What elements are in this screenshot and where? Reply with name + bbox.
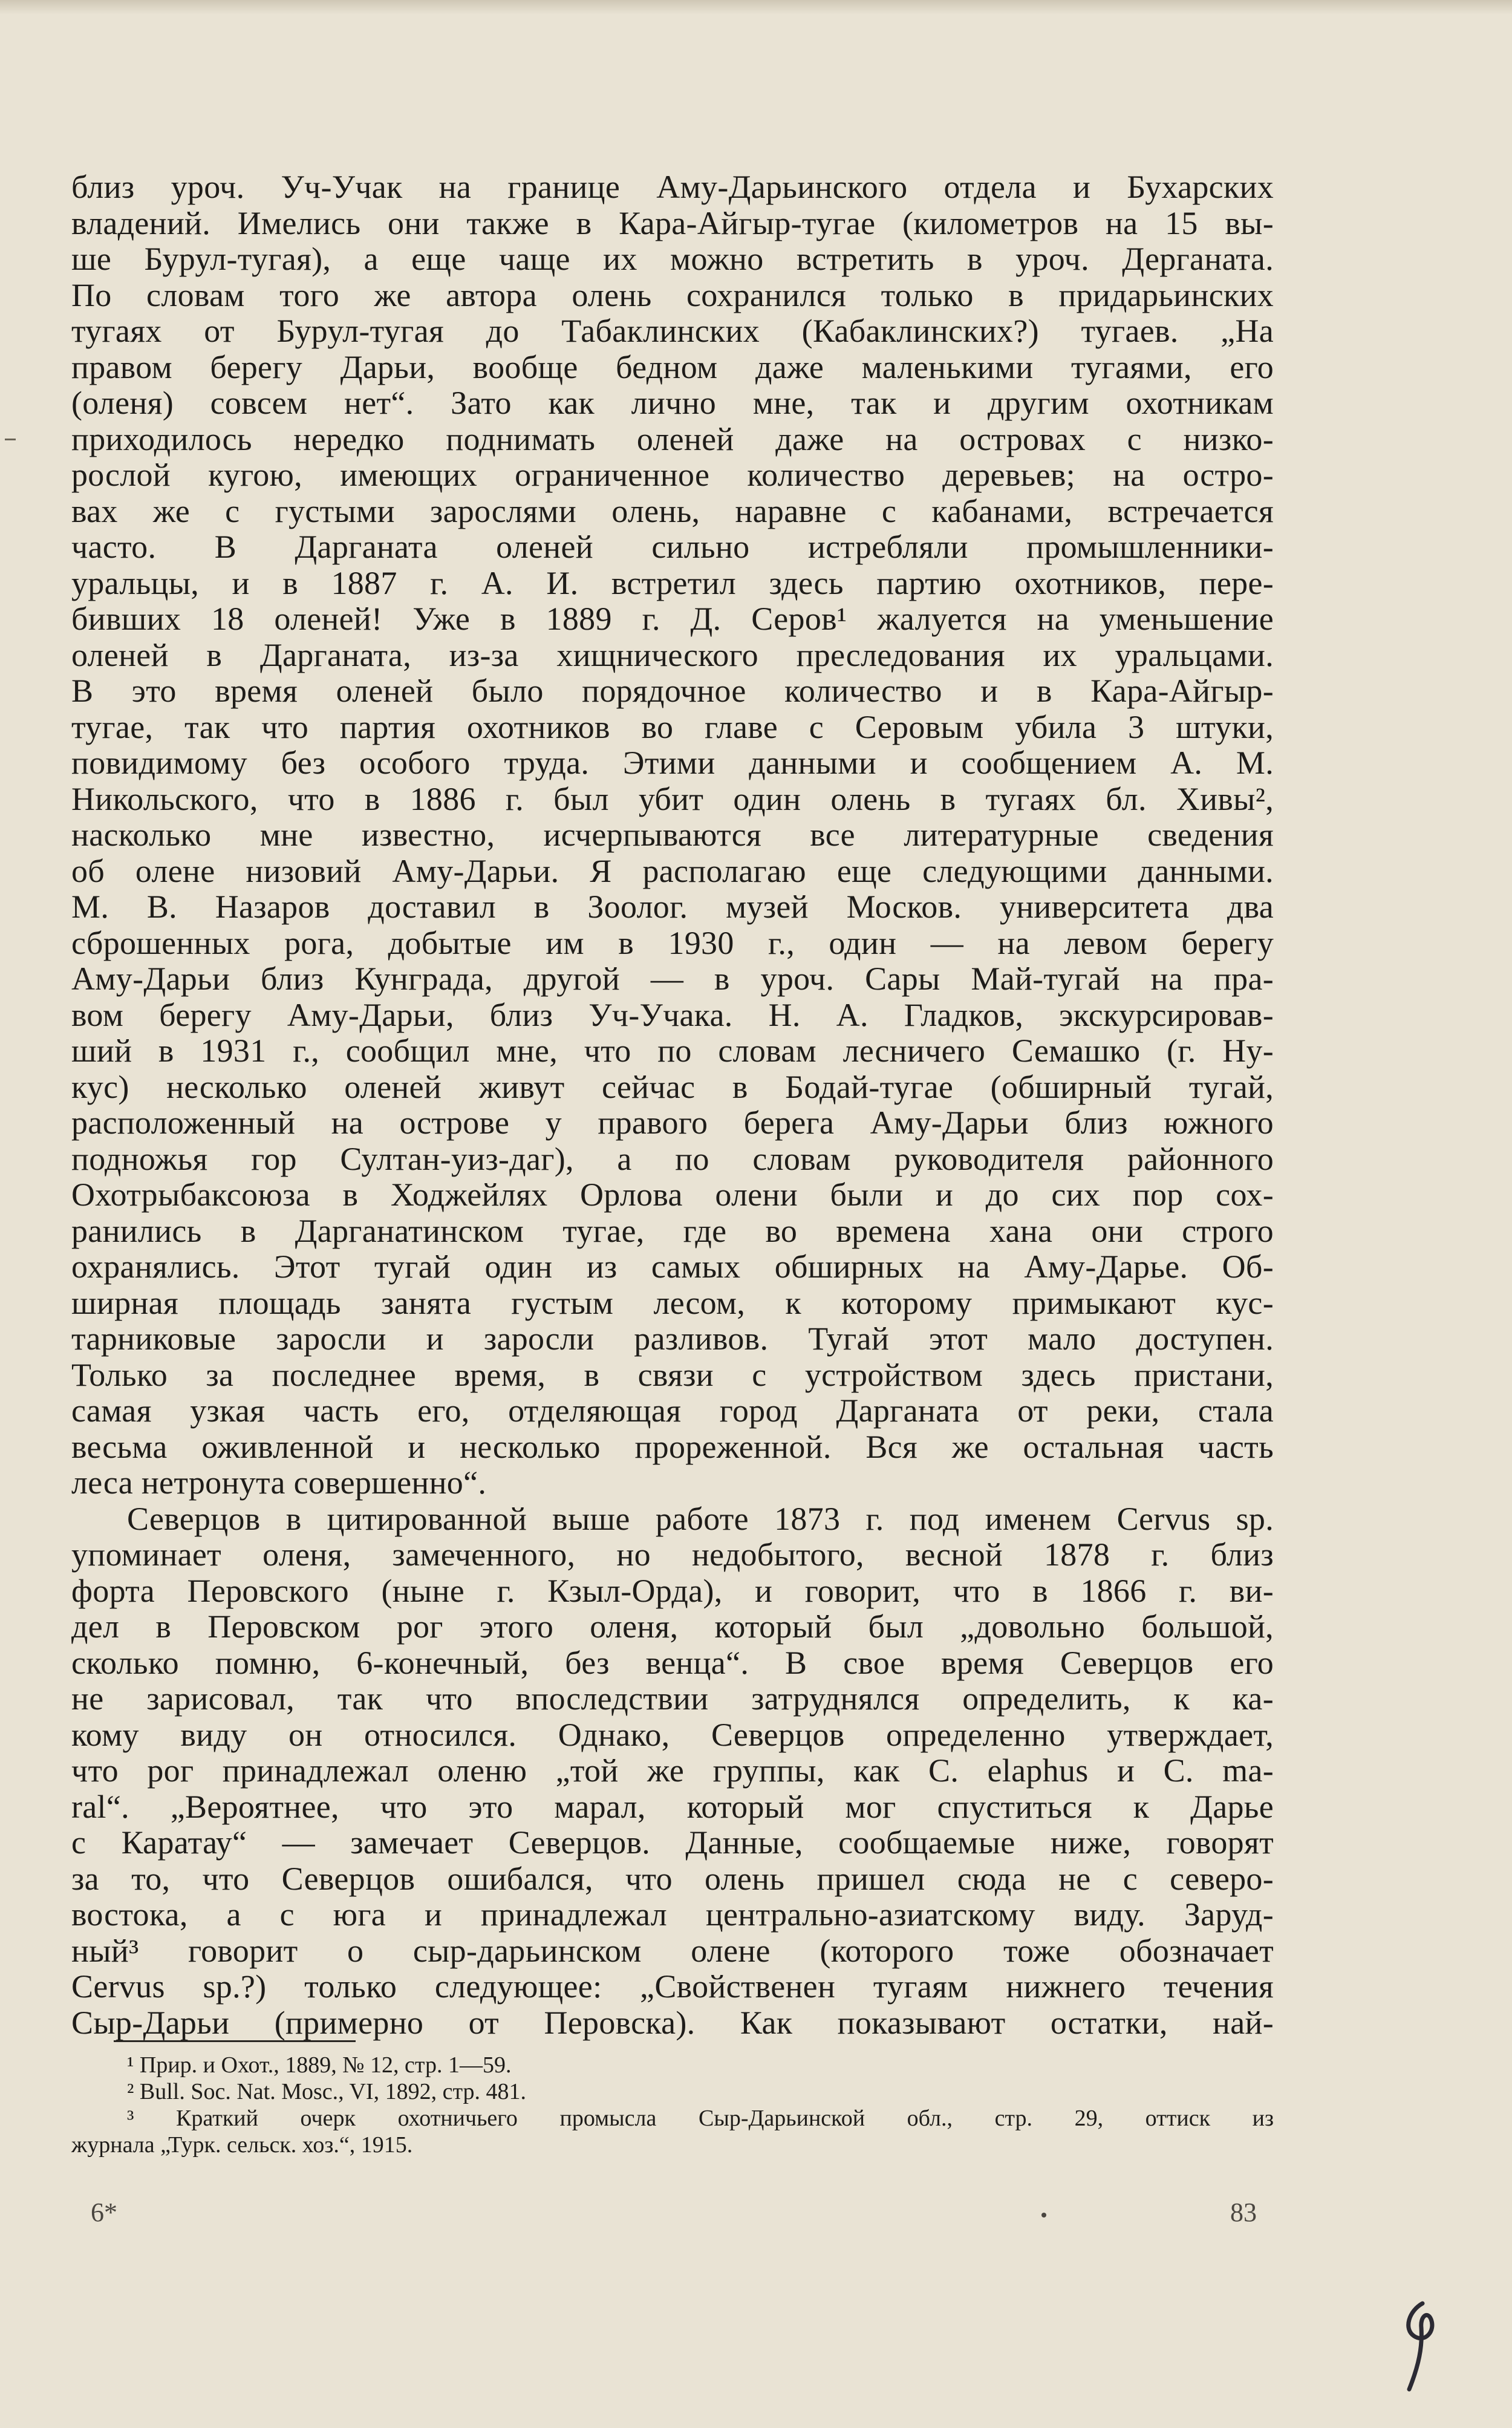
footnote-divider xyxy=(114,2040,356,2042)
text-line: расположенный на острове у правого берега Аму-Дарьи близ южного xyxy=(71,1105,1274,1141)
signature-mark: 6* xyxy=(91,2198,117,2227)
text-line: ранились в Дарганатинском тугае, где во времена хана они строго xyxy=(71,1212,1274,1249)
text-line: ный³ говорит о сыр-дарьинском олене (которого тоже обозначает xyxy=(71,1932,1274,1969)
text-line: ral“. „Вероятнее, что это марал, который мог спуститься к Дарье xyxy=(71,1788,1274,1825)
body-text xyxy=(71,169,1274,2041)
text-line: тугаях от Бурул-тугая до Табаклинских (Кабаклинских?) тугаев. „На xyxy=(71,313,1274,349)
text-line: сколько помню, 6-конечный, без венца“. В свое время Северцов его xyxy=(71,1644,1274,1681)
text-line: уральцы, и в 1887 г. А. И. встретил здесь партию охотников, пере- xyxy=(71,564,1274,601)
text-line: тарниковые заросли и заросли разливов. Тугай этот мало доступен. xyxy=(71,1320,1274,1357)
text-line: (оленя) совсем нет“. Зато как лично мне, так и другим охотникам xyxy=(71,385,1274,421)
text-line: Аму-Дарьи близ Кунграда, другой — в уроч. Сары Май-тугай на пра- xyxy=(71,961,1274,997)
text-line: с Каратау“ — замечает Северцов. Данные, сообщаемые ниже, говорят xyxy=(71,1824,1274,1861)
text-line: охранялись. Этот тугай один из самых обширных на Аму-Дарье. Об- xyxy=(71,1248,1274,1285)
text-line: В это время оленей было порядочное количество и в Кара-Айгыр- xyxy=(71,673,1274,709)
text-line: ширная площадь занята густым лесом, к которому примыкают кус- xyxy=(71,1284,1274,1321)
footnote: ¹ Прир. и Охот., 1889, № 12, стр. 1—59. xyxy=(127,2052,512,2078)
text-line: самая узкая часть его, отделяющая город Дарганата от реки, стала xyxy=(71,1392,1274,1429)
text-line: близ уроч. Уч-Учак на границе Аму-Дарьинского отдела и Бухарских xyxy=(71,169,1274,205)
text-line: не зарисовал, так что впоследствии затруднялся определить, к ка- xyxy=(71,1680,1274,1717)
text-line: Охотрыбаксоюза в Ходжейлях Орлова олени были и до сих пор сох- xyxy=(71,1176,1274,1213)
text-line: за то, что Северцов ошибался, что олень пришел сюда не с северо- xyxy=(71,1860,1274,1897)
text-line: насколько мне известно, исчерпываются все литературные сведения xyxy=(71,817,1274,853)
text-line: Сыр-Дарьи (примерно от Перовска). Как показывают остатки, най- xyxy=(71,2004,1274,2041)
footnote: ² Bull. Soc. Nat. Mosc., VI, 1892, стр. 481. xyxy=(127,2079,527,2104)
text-line: Северцов в цитированной выше работе 1873 г. под именем Cervus sp. xyxy=(127,1500,1274,1537)
text-line: вах же с густыми зарослями олень, наравне с кабанами, встречается xyxy=(71,492,1274,529)
text-line: рослой кугою, имеющих ограниченное количество деревьев; на остро- xyxy=(71,457,1274,493)
text-line: часто. В Дарганата оленей сильно истребляли промышленники- xyxy=(71,529,1274,565)
text-line: оленей в Дарганата, из-за хищнического преследования их уральцами. xyxy=(71,636,1274,673)
text-line: вом берегу Аму-Дарьи, близ Уч-Учака. Н. А. Гладков, экскурсировав- xyxy=(71,996,1274,1033)
text-line: владений. Имелись они также в Кара-Айгыр-тугае (километров на 15 вы- xyxy=(71,204,1274,241)
text-line: кому виду он относился. Однако, Северцов определенно утверждает, xyxy=(71,1716,1274,1753)
text-line: ше Бурул-тугая), а еще чаще их можно встретить в уроч. Дерганата. xyxy=(71,241,1274,277)
text-line: М. В. Назаров доставил в Зоолог. музей Москов. университета два xyxy=(71,889,1274,925)
text-line: востока, а с юга и принадлежал центрально-азиатскому виду. Заруд- xyxy=(71,1896,1274,1933)
text-line: весьма оживленной и несколько прореженной. Вся же остальная часть xyxy=(71,1428,1274,1465)
text-line: бивших 18 оленей! Уже в 1889 г. Д. Серов¹ жалуется на уменьшение xyxy=(71,601,1274,637)
text-line: об олене низовий Аму-Дарьи. Я располагаю еще следующими данными. xyxy=(71,852,1274,889)
text-line: кус) несколько оленей живут сейчас в Бодай-тугае (обширный тугай, xyxy=(71,1068,1274,1105)
text-line: сброшенных рога, добытые им в 1930 г., один — на левом берегу xyxy=(71,924,1274,961)
text-line: форта Перовского (ныне г. Кзыл-Орда), и говорит, что в 1866 г. ви- xyxy=(71,1572,1274,1609)
text-line: правом берегу Дарьи, вообще бедном даже маленькими тугаями, его xyxy=(71,348,1274,385)
text-line: что рог принадлежал оленю „той же группы, как C. elaphus и C. ma- xyxy=(71,1752,1274,1789)
footnote: ³ Краткий очерк охотничьего промысла Сыр-Дарьинской обл., стр. 29, оттиск из xyxy=(127,2106,1274,2131)
text-line: повидимому без особого труда. Этими данными и сообщением А. М. xyxy=(71,745,1274,781)
footnote: журнала „Турк. сельск. хоз.“, 1915. xyxy=(71,2132,413,2158)
text-line: упоминает оленя, замеченного, но недобытого, весной 1878 г. близ xyxy=(71,1536,1274,1573)
center-dot xyxy=(1041,2213,1046,2218)
handwritten-folio-mark xyxy=(1385,2293,1458,2401)
text-line: подножья гор Султан-уиз-даг), а по словам руководителя районного xyxy=(71,1140,1274,1177)
page-number: 83 xyxy=(1230,2198,1257,2227)
text-line: Cervus sp.?) только следующее: „Свойственен тугаям нижнего течения xyxy=(71,1968,1274,2005)
text-line: Никольского, что в 1886 г. был убит один олень в тугаях бл. Хивы², xyxy=(71,780,1274,817)
text-line: приходилось нередко поднимать оленей даже на островах с низко- xyxy=(71,420,1274,457)
footnotes xyxy=(71,2052,1274,2158)
margin-mark xyxy=(5,439,16,440)
text-line: Только за последнее время, в связи с устройством здесь пристани, xyxy=(71,1356,1274,1393)
text-line: леса нетронута совершенно“. xyxy=(71,1464,487,1501)
text-line: тугае, так что партия охотников во главе с Серовым убила 3 штуки, xyxy=(71,708,1274,745)
text-line: ший в 1931 г., сообщил мне, что по словам лесничего Семашко (г. Ну- xyxy=(71,1033,1274,1069)
text-line: По словам того же автора олень сохранился только в придарьинских xyxy=(71,276,1274,313)
text-line: дел в Перовском рог этого оленя, который был „довольно большой, xyxy=(71,1608,1274,1645)
page-top-shadow xyxy=(0,0,1512,15)
